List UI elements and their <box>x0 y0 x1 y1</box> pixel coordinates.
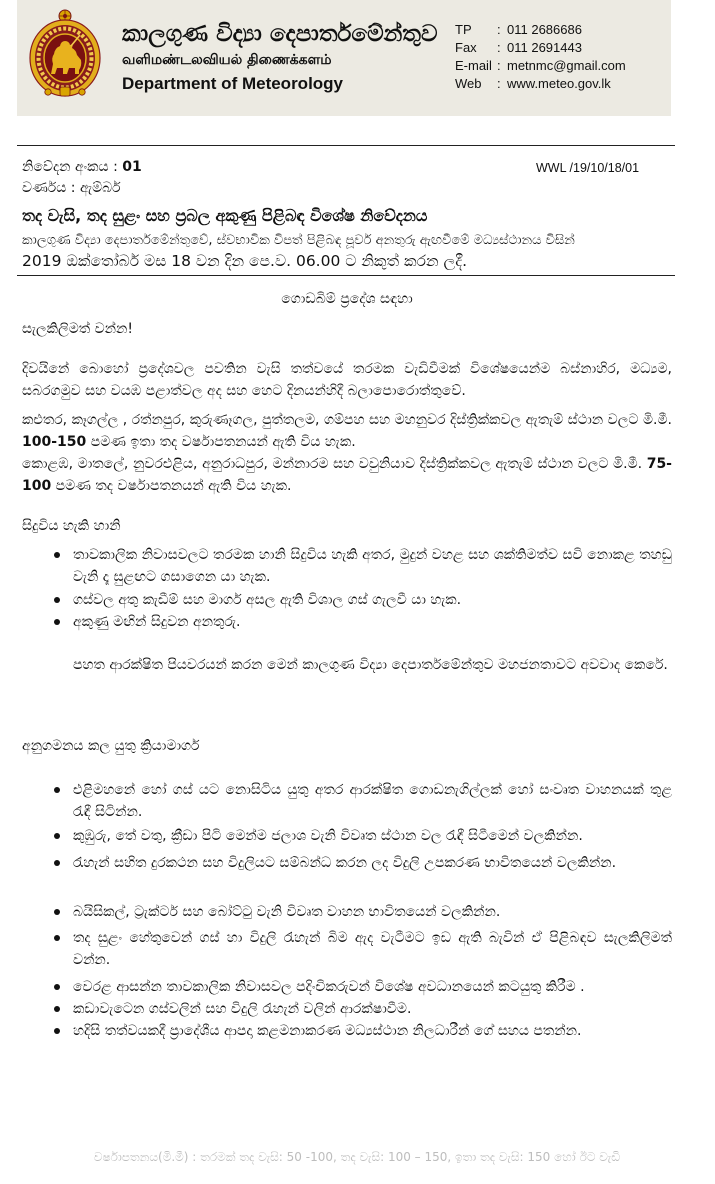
notice-reference: WWL /19/10/18/01 <box>536 161 640 175</box>
alert-text: සැලකිලිමත් වන්න! <box>22 321 134 337</box>
notice-issued-at: 2019 ඔක්තෝබර් මස 18 වන දින පෙ.ව. 06.00 ට නිකුත් කරන ලදී. <box>22 252 468 270</box>
bullet-icon <box>54 1028 60 1034</box>
contact-label: TP <box>455 22 472 37</box>
contact-details <box>455 21 667 97</box>
bullet-icon <box>54 984 60 990</box>
list-item <box>50 825 672 847</box>
list-item <box>50 852 672 896</box>
bullet-icon <box>54 597 60 603</box>
sri-lanka-emblem-icon <box>27 8 103 100</box>
list-item-text: ගස්වල අතු කැඩීම් සහ මාර්ග අසල ඇති විශාල ගස් ගැලවී යා හැක. <box>73 592 462 608</box>
list-item <box>50 901 672 923</box>
notice-number <box>22 157 502 177</box>
district-warning-text: කොළඹ, මාතලේ, නුවරඑළිය, අනුරාධපුර, මන්නාරම සහ වවුනියාව දිස්ත්‍රික්කවල ඇතැම් ස්ථාන වලට මි.මී. <box>22 456 647 472</box>
list-item-text: තද සුළං හේතුවෙන් ගස් හා විදුලි රැහැන් බිම ඇද වැටීමට ඉඩ ඇති බැවින් ඒ පිළිබඳව සැලකිලිමත් වන්න. <box>73 930 672 968</box>
list-item-text: එළිමහනේ හෝ ගස් යට නොසිටිය යුතු අතර ආරක්ෂිත ගොඩනැගිල්ලක් හෝ සංවෘත වාහනයක් තුළ රැඳී සිටින්න. <box>73 782 672 820</box>
list-item-text: අකුණු මඟින් සිදුවන අනතුරු. <box>73 614 241 630</box>
list-item <box>50 927 672 971</box>
bullet-icon <box>54 909 60 915</box>
public-advisory: පහත ආරක්ෂිත පියවරයන් කරන මෙන් කාලගුණ විද්‍යා දෙපාර්තමේන්තුව මහජනතාවට අවවාද කෙරේ. <box>73 657 668 673</box>
bullet-icon <box>54 1006 60 1012</box>
rainfall-legend-footer: වර්ෂාපතනය(මි.මී) : තරමක් තද වැසි: 50 -100, තද වැසි: 100 – 150, ඉතා තද වැසි: 150 හෝ ඊට වැඩි <box>93 1150 621 1164</box>
divider-bottom <box>17 275 675 276</box>
color-label: වර්ණය : <box>22 180 76 196</box>
district-warning-very-heavy <box>22 409 672 453</box>
district-warning-text: කළුතර, කෑගල්ල , රත්නපුර, කුරුණෑගල, පුත්තලම, ගම්පහ සහ මහනුවර දිස්ත්‍රික්කවල ඇතැම් ස්ථාන වලට මි.මී. <box>22 412 672 428</box>
list-item <box>50 976 672 998</box>
bullet-icon <box>54 935 60 941</box>
letterhead <box>17 0 671 116</box>
contact-row-phone <box>455 21 667 39</box>
list-item-text: වෙරළ ආසන්න තාවකාලික නිවාසවල පදිංචිකරුවන් විශේෂ අවධානයෙන් කටයුතු කිරීම . <box>73 979 585 995</box>
notice-number-value: 01 <box>122 159 142 175</box>
color-value: ඇම්බර් <box>79 180 121 196</box>
contact-row-web <box>455 75 667 93</box>
bullet-icon <box>54 787 60 793</box>
contact-separator: : <box>497 58 501 73</box>
list-item-text: කඩාවැටෙන ගස්වලින් සහ විදුලි රැහැන් වලින් ආරක්ෂාවීම. <box>73 1001 412 1017</box>
district-warning-heavy <box>22 453 672 497</box>
list-item-text: රැහැන් සහිත දුරකථන සහ විදුලියට සම්බන්ධ කරන ලද විදුලි උපකරණ භාවිතයෙන් වලකින්න. <box>73 855 617 871</box>
contact-label: Fax <box>455 40 477 55</box>
bullet-icon <box>54 860 60 866</box>
org-name-sinhala: කාලගුණ විද්‍යා දෙපාර්තමේන්තුව <box>122 21 438 47</box>
section-heading: ගොඩබිම් ප්‍රදේශ සඳහා <box>281 291 413 307</box>
contact-separator: : <box>497 40 501 55</box>
damages-heading: සිදුවිය හැකි හානි <box>22 518 121 534</box>
list-item-text: කුඹුරු, තේ වතු, ක්‍රීඩා පිටි මෙන්ම ජලාශ වැනි විවෘත ස්ථාන වල රැඳී සිටීමෙන් වලකින්න. <box>73 828 583 844</box>
notice-issuer: කාලගුණ විද්‍යා දෙපාර්තමේන්තුවේ, ස්වභාවික විපත් පිළිබඳ පූර්ව අනතුරු ඇඟවීමේ මධ්‍යස්ථානය විසින් <box>22 233 575 248</box>
contact-label: E-mail <box>455 58 492 73</box>
district-warning-text: පමණ ඉතා තද වර්ෂාපතනයන් ඇති විය හැක. <box>86 434 356 450</box>
org-name-english: Department of Meteorology <box>122 74 344 93</box>
notice-title: තද වැසි, තද සුළං සහ ප්‍රබල අකුණු පිළිබඳ විශේෂ නිවේදනය <box>22 206 428 225</box>
contact-label: Web <box>455 76 482 91</box>
contact-row-fax <box>455 39 667 57</box>
list-item <box>50 589 672 611</box>
notice-color-level <box>22 178 502 198</box>
district-warning-text: පමණ තද වර්ෂාපතනයන් ඇති විය හැක. <box>51 478 292 494</box>
list-item-text: බයිසිකල්, ට්‍රැක්ටර් සහ බෝට්ටු වැනි විවෘත වාහන භාවිතයෙන් වලකින්න. <box>73 904 501 920</box>
contact-value: www.meteo.gov.lk <box>507 76 611 91</box>
list-item-text: තාවකාලික නිවාසවලට තරමක හානි සිදුවිය හැකි අතර, මුදුන් වහළ සහ ශක්තිමත්ව සවි නොකළ තහඩු වැනි දෑ සුළඟට ගසාගෙන යා හැක. <box>73 547 672 585</box>
contact-separator: : <box>497 76 501 91</box>
rainfall-amount: 75-100 <box>22 456 672 494</box>
bullet-icon <box>54 619 60 625</box>
contact-row-email <box>455 57 667 75</box>
contact-value: 011 2691443 <box>507 40 582 55</box>
list-item <box>50 1020 672 1042</box>
divider-top <box>17 145 675 146</box>
rainfall-amount: 100-150 <box>22 434 87 450</box>
list-item <box>50 779 672 823</box>
list-item-text: හදිසි තත්වයකදී ප්‍රාදේශීය ආපදා කළමනාකරණ මධ්‍යස්ථාන නිලධාරීන් ගේ සහය පතන්න. <box>73 1023 582 1039</box>
list-item <box>50 611 672 633</box>
contact-value: metnmc@gmail.com <box>507 58 626 73</box>
notice-number-label: නිවේදන අංකය : <box>22 159 118 175</box>
contact-separator: : <box>497 22 501 37</box>
list-item <box>50 544 672 588</box>
org-name-tamil: வளிமண்டலவியல் திணைக்களம் <box>122 52 332 68</box>
contact-value: 011 2686686 <box>507 22 582 37</box>
bullet-icon <box>54 552 60 558</box>
bullet-icon <box>54 833 60 839</box>
forecast-summary: දිවයිනේ බොහෝ ප්‍රදේශවල පවතින වැසි තත්වයේ තරමක වැඩිවීමක් විශේෂයෙන්ම බස්නාහිර, මධ්‍යම, සබරගමුව සහ වයඹ පළාත්වල අද සහ හෙට දිනයන්හිදී බලාපොරොත්තුවේ. <box>22 361 672 399</box>
list-item <box>50 998 672 1020</box>
actions-heading: අනුගමනය කල යුතු ක්‍රියාමාර්ග <box>22 738 200 754</box>
